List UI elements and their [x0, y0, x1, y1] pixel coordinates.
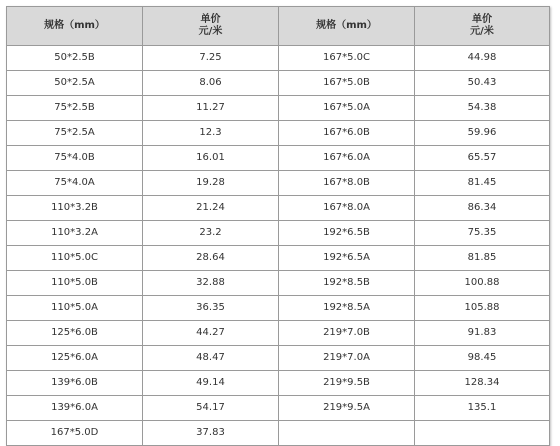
price-cell-left: 19.28	[143, 171, 279, 196]
table-row	[7, 321, 550, 346]
spec-cell-right: 219*7.0B	[279, 321, 415, 346]
table-row	[7, 271, 550, 296]
spec-cell-left: 75*2.5B	[7, 96, 143, 121]
table-row	[7, 96, 550, 121]
table-row	[7, 196, 550, 221]
spec-cell-left: 75*4.0B	[7, 146, 143, 171]
price-cell-right: 100.88	[415, 271, 550, 296]
price-cell-left: 12.3	[143, 121, 279, 146]
price-cell-left: 48.47	[143, 346, 279, 371]
header-price-label: 单价	[200, 14, 221, 25]
price-cell-right: 54.38	[415, 96, 550, 121]
spec-cell-right	[279, 421, 415, 446]
header-price-unit: 元/米	[470, 26, 494, 37]
spec-cell-right: 167*8.0B	[279, 171, 415, 196]
table-row	[7, 421, 550, 446]
table-row	[7, 171, 550, 196]
price-cell-right: 128.34	[415, 371, 550, 396]
header-spec-right: 规格（mm）	[279, 7, 415, 46]
price-cell-right: 98.45	[415, 346, 550, 371]
price-cell-right: 135.1	[415, 396, 550, 421]
table-header	[7, 7, 550, 46]
spec-cell-right: 167*5.0A	[279, 96, 415, 121]
table-body	[7, 46, 550, 446]
table-row	[7, 146, 550, 171]
header-spec-left: 规格（mm）	[7, 7, 143, 46]
header-price-unit: 元/米	[198, 26, 223, 37]
price-cell-left: 7.25	[143, 46, 279, 71]
spec-cell-left: 167*5.0D	[7, 421, 143, 446]
price-cell-left: 37.83	[143, 421, 279, 446]
table-row	[7, 121, 550, 146]
spec-cell-left: 110*5.0A	[7, 296, 143, 321]
spec-cell-right: 192*8.5B	[279, 271, 415, 296]
price-cell-left: 21.24	[143, 196, 279, 221]
price-cell-left: 44.27	[143, 321, 279, 346]
price-cell-left: 8.06	[143, 71, 279, 96]
spec-cell-right: 219*9.5B	[279, 371, 415, 396]
spec-cell-left: 139*6.0A	[7, 396, 143, 421]
price-cell-right: 50.43	[415, 71, 550, 96]
spec-cell-left: 110*3.2B	[7, 196, 143, 221]
price-cell-right: 81.45	[415, 171, 550, 196]
spec-cell-left: 139*6.0B	[7, 371, 143, 396]
spec-cell-left: 75*4.0A	[7, 171, 143, 196]
spec-cell-right: 167*6.0A	[279, 146, 415, 171]
table-row	[7, 221, 550, 246]
spec-cell-right: 167*8.0A	[279, 196, 415, 221]
price-cell-left: 23.2	[143, 221, 279, 246]
spec-cell-right: 219*7.0A	[279, 346, 415, 371]
header-price-label: 单价	[472, 14, 492, 25]
header-row	[7, 7, 550, 46]
price-cell-right: 59.96	[415, 121, 550, 146]
price-cell-left: 49.14	[143, 371, 279, 396]
table-row	[7, 296, 550, 321]
price-cell-right: 105.88	[415, 296, 550, 321]
spec-cell-right: 192*8.5A	[279, 296, 415, 321]
header-price-left	[143, 7, 279, 46]
spec-cell-right: 167*5.0B	[279, 71, 415, 96]
table-row	[7, 371, 550, 396]
price-cell-left: 28.64	[143, 246, 279, 271]
price-cell-right: 81.85	[415, 246, 550, 271]
header-price-right	[415, 7, 550, 46]
table-row	[7, 246, 550, 271]
table-row	[7, 396, 550, 421]
spec-cell-right: 192*6.5A	[279, 246, 415, 271]
spec-cell-left: 125*6.0B	[7, 321, 143, 346]
spec-cell-left: 50*2.5B	[7, 46, 143, 71]
table-row	[7, 71, 550, 96]
spec-cell-left: 50*2.5A	[7, 71, 143, 96]
price-cell-left: 32.88	[143, 271, 279, 296]
spec-cell-right: 219*9.5A	[279, 396, 415, 421]
spec-cell-right: 192*6.5B	[279, 221, 415, 246]
price-cell-right	[415, 421, 550, 446]
table-row	[7, 46, 550, 71]
spec-cell-right: 167*6.0B	[279, 121, 415, 146]
price-cell-left: 16.01	[143, 146, 279, 171]
spec-cell-right: 167*5.0C	[279, 46, 415, 71]
price-cell-right: 91.83	[415, 321, 550, 346]
spec-cell-left: 125*6.0A	[7, 346, 143, 371]
price-table	[6, 6, 550, 446]
price-cell-right: 75.35	[415, 221, 550, 246]
price-cell-right: 86.34	[415, 196, 550, 221]
spec-cell-left: 110*5.0C	[7, 246, 143, 271]
price-cell-right: 44.98	[415, 46, 550, 71]
price-cell-right: 65.57	[415, 146, 550, 171]
price-cell-left: 54.17	[143, 396, 279, 421]
spec-cell-left: 75*2.5A	[7, 121, 143, 146]
spec-cell-left: 110*5.0B	[7, 271, 143, 296]
table-row	[7, 346, 550, 371]
price-cell-left: 11.27	[143, 96, 279, 121]
spec-cell-left: 110*3.2A	[7, 221, 143, 246]
price-cell-left: 36.35	[143, 296, 279, 321]
